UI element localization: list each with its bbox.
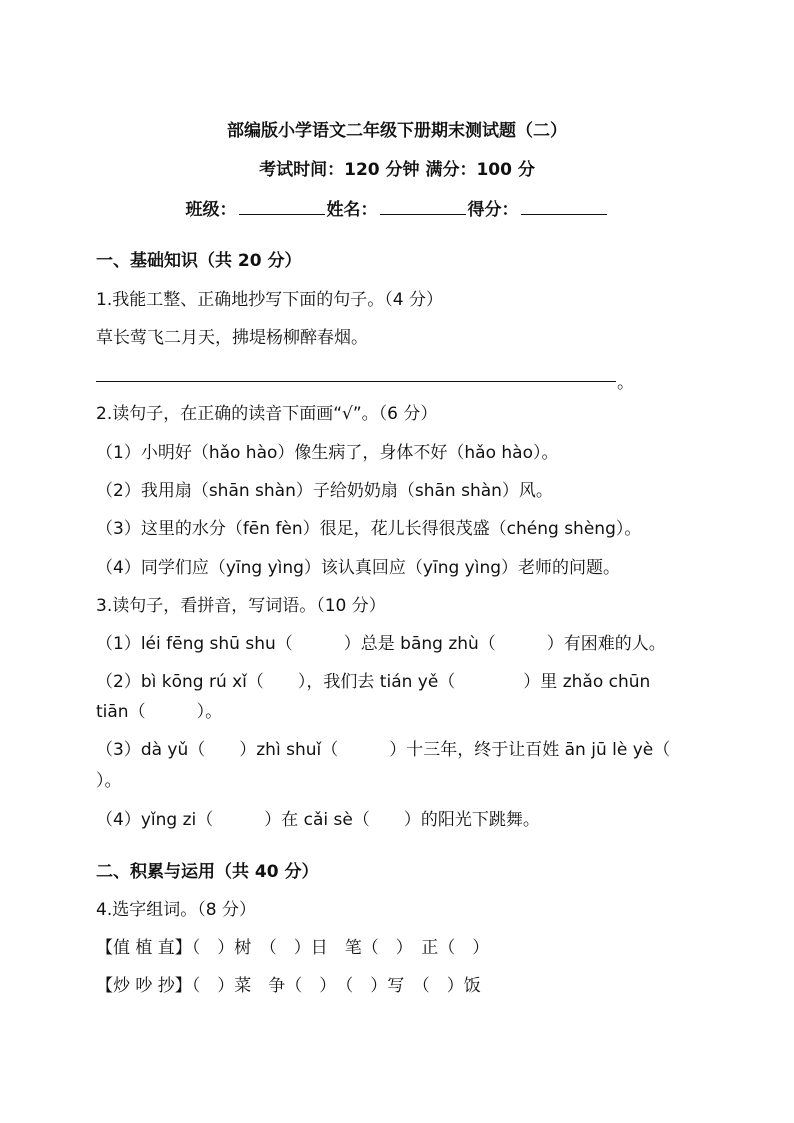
section-2-heading: 二、积累与运用（共 40 分） xyxy=(96,862,319,882)
q1-copy-line[interactable] xyxy=(96,381,616,382)
student-info-line xyxy=(0,198,794,221)
q3-item-continued: ）。 xyxy=(96,771,122,791)
q2-item: （2）我用扇（shān shàn）子给奶奶扇（shān shàn）风。 xyxy=(96,481,553,501)
score-field[interactable] xyxy=(521,198,607,215)
q3-item: （1）léi fēng shū shu（ ）总是 bāng zhù（ ）有困难的人。 xyxy=(96,634,666,654)
q2-item: （3）这里的水分（fēn fèn）很足，花儿长得很茂盛（chéng shèng）。 xyxy=(96,519,642,539)
q1-sentence: 草长莺飞二月天，拂堤杨柳醉春烟。 xyxy=(96,328,368,348)
class-field[interactable] xyxy=(239,198,325,215)
class-label: 班级： xyxy=(185,200,237,220)
name-field[interactable] xyxy=(380,198,466,215)
q3-item: （2）bì kōng rú xǐ（ ），我们去 tián yě（ ）里 zhǎo chūn xyxy=(96,672,651,692)
q1-title: 1.我能工整、正确地抄写下面的句子。（4 分） xyxy=(96,290,443,310)
q3-item: （3）dà yǔ（ ）zhì shuǐ（ ）十三年，终于让百姓 ān jū lè yè（ xyxy=(96,740,671,760)
q2-item: （4）同学们应（yīng yìng）该认真回应（yīng yìng）老师的问题。 xyxy=(96,558,621,578)
q2-title: 2.读句子，在正确的读音下面画“√”。（6 分） xyxy=(96,404,438,424)
page-title: 部编版小学语文二年级下册期末测试题（二） xyxy=(227,121,567,141)
section-1-heading: 一、基础知识（共 20 分） xyxy=(96,251,302,271)
exam-info: 考试时间：120 分钟 满分：100 分 xyxy=(259,160,535,180)
q3-title: 3.读句子，看拼音，写词语。（10 分） xyxy=(96,596,386,616)
q3-item: （4）yǐng zi（ ）在 cǎi sè（ ）的阳光下跳舞。 xyxy=(96,810,540,830)
q4-row: 【炒 吵 抄】（ ）菜 争（ ） （ ）写 （ ）饭 xyxy=(96,976,481,996)
q4-title: 4.选字组词。（8 分） xyxy=(96,900,256,920)
q4-row: 【值 植 直】（ ）树 （ ）日 笔（ ） 正（ ） xyxy=(96,938,490,958)
q3-item-continued: tiān（ ）。 xyxy=(96,702,223,722)
name-label: 姓名： xyxy=(326,200,378,220)
q2-item: （1）小明好（hǎo hào）像生病了，身体不好（hǎo hào）。 xyxy=(96,443,559,463)
score-label: 得分： xyxy=(467,200,519,220)
q1-end-mark: 。 xyxy=(617,373,634,393)
